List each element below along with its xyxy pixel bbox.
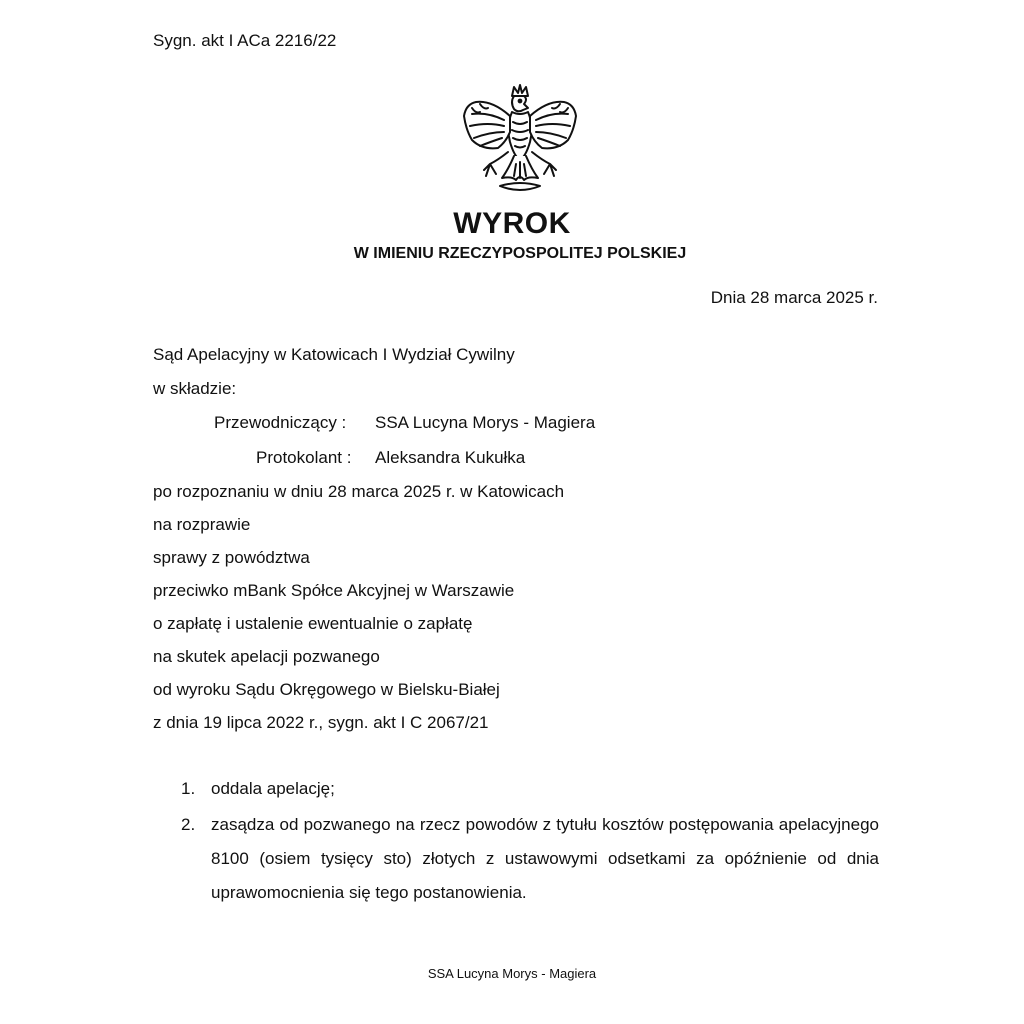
chair-name: SSA Lucyna Morys - Magiera (375, 413, 596, 432)
proceedings-line: o zapłatę i ustalenie ewentualnie o zapłatę (153, 614, 473, 633)
proceedings-line: przeciwko mBank Spółce Akcyjnej w Warszawie (153, 581, 515, 600)
footer-signature: SSA Lucyna Morys - Magiera (427, 966, 597, 981)
proceedings-line: z dnia 19 lipca 2022 r., sygn. akt I C 2067/21 (153, 713, 489, 732)
proceedings-line: od wyroku Sądu Okręgowego w Bielsku-Białej (153, 680, 500, 699)
proceedings-line: po rozpoznaniu w dniu 28 marca 2025 r. w Katowicach (153, 482, 565, 501)
proceedings-line: sprawy z powództwa (153, 548, 310, 567)
ruling-number: 1. (181, 779, 196, 798)
page-subtitle: W IMIENIU RZECZYPOSPOLITEJ POLSKIEJ (353, 245, 687, 262)
clerk-label: Protokolant : (256, 448, 352, 467)
polish-eagle-icon (458, 82, 582, 202)
ruling-text: oddala apelację; (211, 779, 335, 798)
proceedings-line: na skutek apelacji pozwanego (153, 647, 380, 666)
page-title: WYROK (453, 207, 571, 240)
proceedings-line: na rozprawie (153, 515, 251, 534)
ruling-number: 2. (181, 815, 196, 834)
composition-label: w składzie: (153, 379, 237, 398)
case-number: Sygn. akt I ACa 2216/22 (153, 31, 337, 50)
clerk-name: Aleksandra Kukułka (375, 448, 526, 467)
chair-label: Przewodniczący : (214, 413, 347, 432)
judgment-date: Dnia 28 marca 2025 r. (710, 288, 878, 307)
court-name: Sąd Apelacyjny w Katowicach I Wydział Cywilny (153, 345, 515, 364)
ruling-text: zasądza od pozwanego na rzecz powodów z tytułu kosztów postępowania apelacyjnego 8100 (osiem tysięcy sto) złotych z ustawowymi odsetkami za opóźnienie od dnia uprawomocnienia się tego postanowienia. (211, 815, 879, 902)
